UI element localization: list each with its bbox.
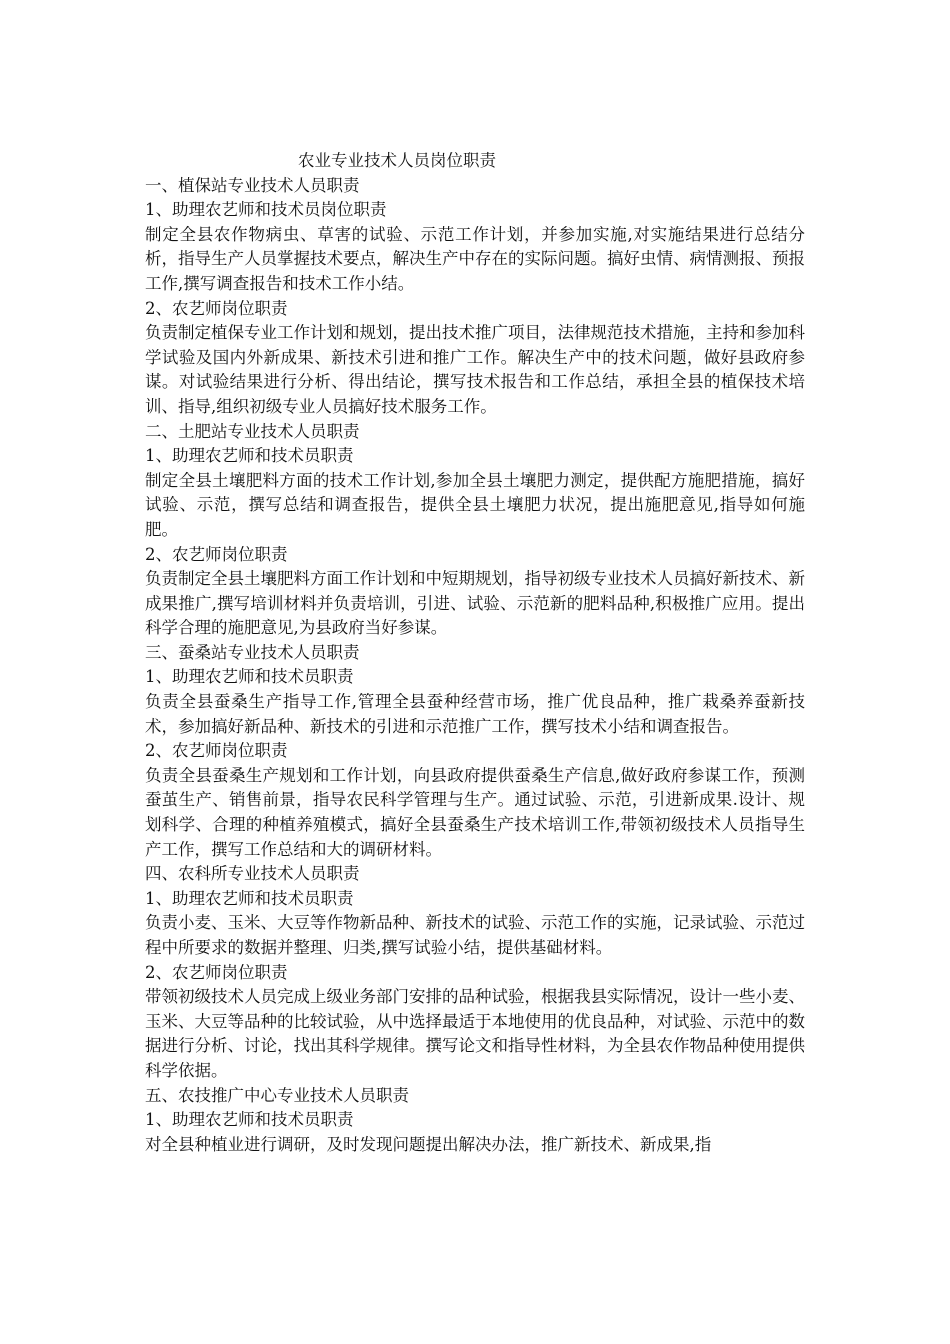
paragraph: 负责制定植保专业工作计划和规划，提出技术推广项目，法律规范技术措施，主持和参加科学试验及国内外新成果、新技术引进和推广工作。解决生产中的技术问题，做好县政府参谋。对试验结果进行分析、得出结论，撰写技术报告和工作总结，承担全县的植保技术培训、指导,组织初级专业人员搞好技术服务工作。: [145, 323, 805, 416]
document-body: [145, 149, 805, 1157]
sub-heading: 2、农艺师岗位职责: [145, 962, 288, 982]
paragraph: 负责全县蚕桑生产规划和工作计划，向县政府提供蚕桑生产信息,做好政府参谋工作，预测蚕茧生产、销售前景，指导农民科学管理与生产。通过试验、示范，引进新成果.设计、规划科学、合理的种植养殖模式，搞好全县蚕桑生产技术培训工作,带领初级技术人员指导生产工作，撰写工作总结和大的调研材料。: [145, 765, 805, 859]
sub-heading: 1、助理农艺师和技术员职责: [145, 888, 354, 908]
section-heading: 四、农科所专业技术人员职责: [145, 864, 360, 884]
paragraph: 负责小麦、玉米、大豆等作物新品种、新技术的试验、示范工作的实施，记录试验、示范过程中所要求的数据并整理、归类,撰写试验小结，提供基础材料。: [145, 913, 805, 957]
sub-heading: 2、农艺师岗位职责: [145, 298, 288, 318]
sub-heading: 1、助理农艺师和技术员职责: [145, 446, 354, 466]
paragraph: 负责制定全县土壤肥料方面工作计划和中短期规划，指导初级专业技术人员搞好新技术、新成果推广,撰写培训材料并负责培训，引进、试验、示范新的肥料品种,积极推广应用。提出科学合理的施肥意见,为县政府当好参谋。: [145, 569, 805, 638]
paragraph: 带领初级技术人员完成上级业务部门安排的品种试验，根据我县实际情况，设计一些小麦、玉米、大豆等品种的比较试验，从中选择最适于本地使用的优良品种，对试验、示范中的数据进行分析、讨论，找出其科学规律。撰写论文和指导性材料，为全县农作物品种使用提供科学依据。: [145, 987, 805, 1080]
section-heading: 二、土肥站专业技术人员职责: [145, 421, 360, 441]
paragraph: 负责全县蚕桑生产指导工作,管理全县蚕种经营市场，推广优良品种，推广栽桑养蚕新技术，参加搞好新品种、新技术的引进和示范推广工作，撰写技术小结和调查报告。: [145, 692, 805, 736]
section-heading: 一、植保站专业技术人员职责: [145, 175, 360, 195]
document-title: 农业专业技术人员岗位职责: [298, 151, 496, 170]
section-soil-fertilizer: [145, 420, 805, 641]
sub-heading: 1、助理农艺师和技术员职责: [145, 1110, 354, 1130]
section-plant-protection: [145, 174, 805, 420]
section-heading: 五、农技推广中心专业技术人员职责: [145, 1085, 409, 1105]
section-agri-research-institute: [145, 862, 805, 1083]
sub-heading: 1、助理农艺师和技术员职责: [145, 667, 354, 687]
section-heading: 三、蚕桑站专业技术人员职责: [145, 642, 360, 662]
paragraph: 对全县种植业进行调研，及时发现问题提出解决办法，推广新技术、新成果,指: [145, 1134, 712, 1154]
paragraph: 制定全县土壤肥料方面的技术工作计划,参加全县土壤肥力测定，提供配方施肥措施，搞好试验、示范，撰写总结和调查报告，提供全县土壤肥力状况，提出施肥意见,指导如何施肥。: [145, 470, 805, 539]
section-sericulture: [145, 641, 805, 862]
sub-heading: 2、农艺师岗位职责: [145, 741, 288, 761]
sub-heading: 2、农艺师岗位职责: [145, 544, 288, 564]
paragraph: 制定全县农作物病虫、草害的试验、示范工作计划，并参加实施,对实施结果进行总结分析，指导生产人员掌握技术要点，解决生产中存在的实际问题。搞好虫情、病情测报、预报工作,撰写调查报告和技术工作小结。: [145, 224, 805, 293]
sub-heading: 1、助理农艺师和技术员岗位职责: [145, 200, 387, 220]
section-extension-center: [145, 1084, 805, 1158]
